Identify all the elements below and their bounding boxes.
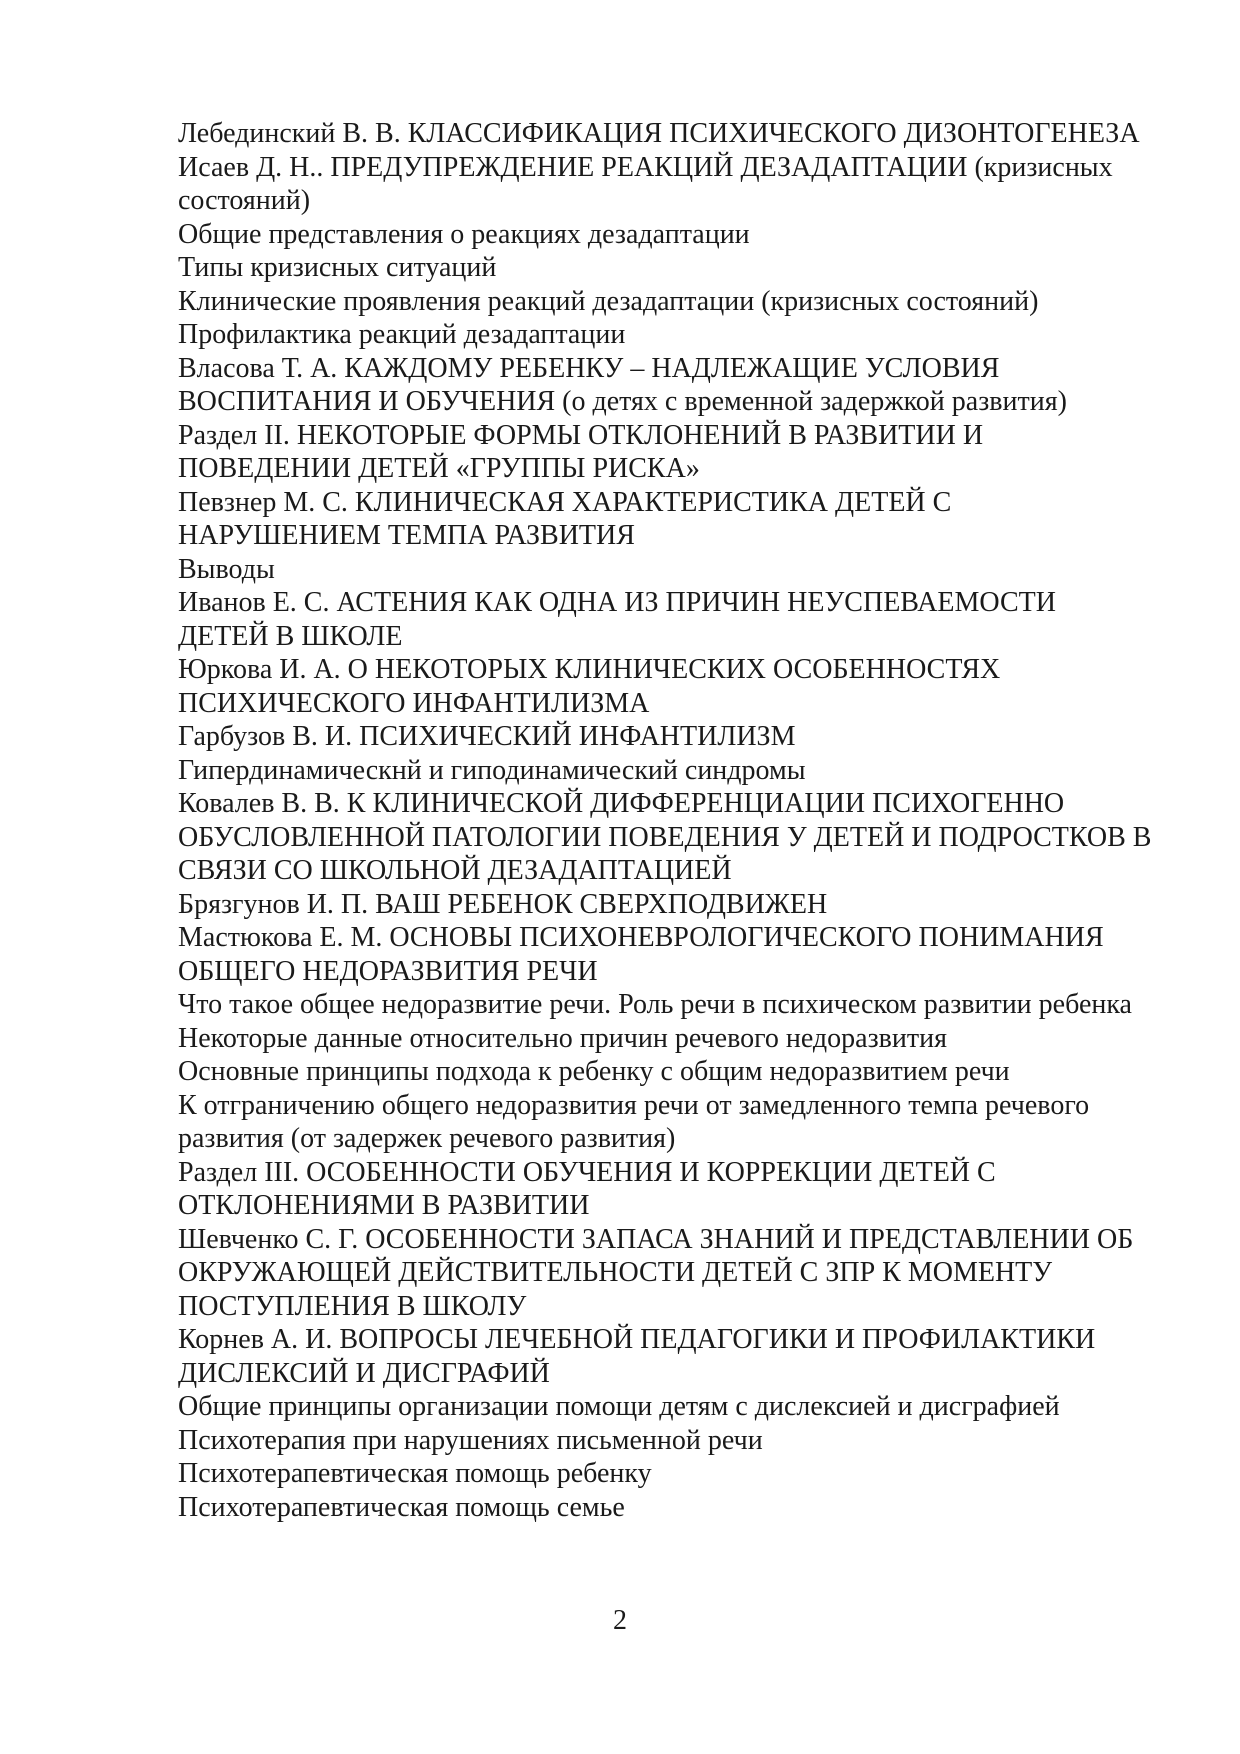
toc-entry: Певзнер М. С. КЛИНИЧЕСКАЯ ХАРАКТЕРИСТИКА ДЕТЕЙ С НАРУШЕНИЕМ ТЕМПА РАЗВИТИЯ: [178, 486, 952, 551]
toc-entry: Типы кризисных ситуаций: [178, 252, 497, 283]
toc-entry: Корнев А. И. ВОПРОСЫ ЛЕЧЕБНОЙ ПЕДАГОГИКИ И ПРОФИЛАКТИКИ ДИСЛЕКСИЙ И ДИСГРАФИЙ: [178, 1324, 1096, 1389]
toc-entry: Иванов Е. С. АСТЕНИЯ КАК ОДНА ИЗ ПРИЧИН НЕУСПЕВАЕМОСТИ ДЕТЕЙ В ШКОЛЕ: [178, 587, 1056, 652]
page-number: 2: [613, 1605, 627, 1636]
toc-entry: Юркова И. А. О НЕКОТОРЫХ КЛИНИЧЕСКИХ ОСОБЕННОСТЯХ ПСИХИЧЕСКОГО ИНФАНТИЛИЗМА: [178, 654, 1001, 719]
toc-entry: Исаев Д. Н.. ПРЕДУПРЕЖДЕНИЕ РЕАКЦИЙ ДЕЗАДАПТАЦИИ (кризисных состояний): [178, 151, 1113, 216]
toc-entry: Шевченко С. Г. ОСОБЕННОСТИ ЗАПАСА ЗНАНИЙ И ПРЕДСТАВЛЕНИИ ОБ ОКРУЖАЮЩЕЙ ДЕЙСТВИТЕЛЬНОСТИ ДЕТЕЙ С ЗПР К МОМЕНТУ ПОСТУПЛЕНИЯ В ШКОЛУ: [178, 1223, 1134, 1322]
toc-entry: Некоторые данные относительно причин речевого недоразвития: [178, 1022, 947, 1054]
toc-entry: Основные принципы подхода к ребенку с общим недоразвитием речи: [178, 1056, 1010, 1087]
toc-entry: Раздел II. НЕКОТОРЫЕ ФОРМЫ ОТКЛОНЕНИЙ В РАЗВИТИИ И ПОВЕДЕНИИ ДЕТЕЙ «ГРУППЫ РИСКА»: [178, 419, 984, 484]
toc-entry: Клинические проявления реакций дезадаптации (кризисных состояний): [178, 285, 1039, 317]
toc-entry: Гипердинамическнй и гиподинамический синдромы: [178, 754, 806, 786]
toc-entry: Раздел III. ОСОБЕННОСТИ ОБУЧЕНИЯ И КОРРЕКЦИИ ДЕТЕЙ С ОТКЛОНЕНИЯМИ В РАЗВИТИИ: [178, 1156, 996, 1221]
toc-entry: Что такое общее недоразвитие речи. Роль речи в психическом развитии ребенка: [178, 989, 1132, 1020]
toc-entry: Психотерапия при нарушениях письменной речи: [178, 1424, 763, 1456]
toc-entry: Психотерапевтическая помощь ребенку: [178, 1458, 652, 1489]
toc-entry: Мастюкова Е. М. ОСНОВЫ ПСИХОНЕВРОЛОГИЧЕСКОГО ПОНИМАНИЯ ОБЩЕГО НЕДОРАЗВИТИЯ РЕЧИ: [178, 922, 1104, 987]
toc-entry: Ковалев В. В. К КЛИНИЧЕСКОЙ ДИФФЕРЕНЦИАЦИИ ПСИХОГЕННО ОБУСЛОВЛЕННОЙ ПАТОЛОГИИ ПОВЕДЕНИЯ У ДЕТЕЙ И ПОДРОСТКОВ В СВЯЗИ СО ШКОЛЬНОЙ ДЕЗАДАПТАЦИЕЙ: [178, 788, 1152, 886]
toc-entry: Психотерапевтическая помощь семье: [178, 1491, 625, 1523]
toc-entry: Лебединский В. В. КЛАССИФИКАЦИЯ ПСИХИЧЕСКОГО ДИЗОНТОГЕНЕЗА: [178, 118, 1140, 149]
toc-entry: Гарбузов В. И. ПСИХИЧЕСКИЙ ИНФАНТИЛИЗМ: [178, 721, 796, 752]
toc-entry: К отграничению общего недоразвития речи от замедленного темпа речевого развития (от задержек речевого развития): [178, 1089, 1090, 1154]
toc-entry: Брязгунов И. П. ВАШ РЕБЕНОК СВЕРХПОДВИЖЕН: [178, 888, 828, 920]
toc-entry: Профилактика реакций дезадаптации: [178, 319, 626, 350]
toc-entry: Общие принципы организации помощи детям с дислексией и дисграфией: [178, 1391, 1060, 1422]
toc-entry: Власова Т. А. КАЖДОМУ РЕБЕНКУ – НАДЛЕЖАЩИЕ УСЛОВИЯ ВОСПИТАНИЯ И ОБУЧЕНИЯ (о детях с временной задержкой развития): [178, 352, 1067, 417]
table-of-contents: [178, 117, 1153, 1524]
toc-entry: Выводы: [178, 553, 275, 585]
toc-entry: Общие представления о реакциях дезадаптации: [178, 218, 750, 250]
